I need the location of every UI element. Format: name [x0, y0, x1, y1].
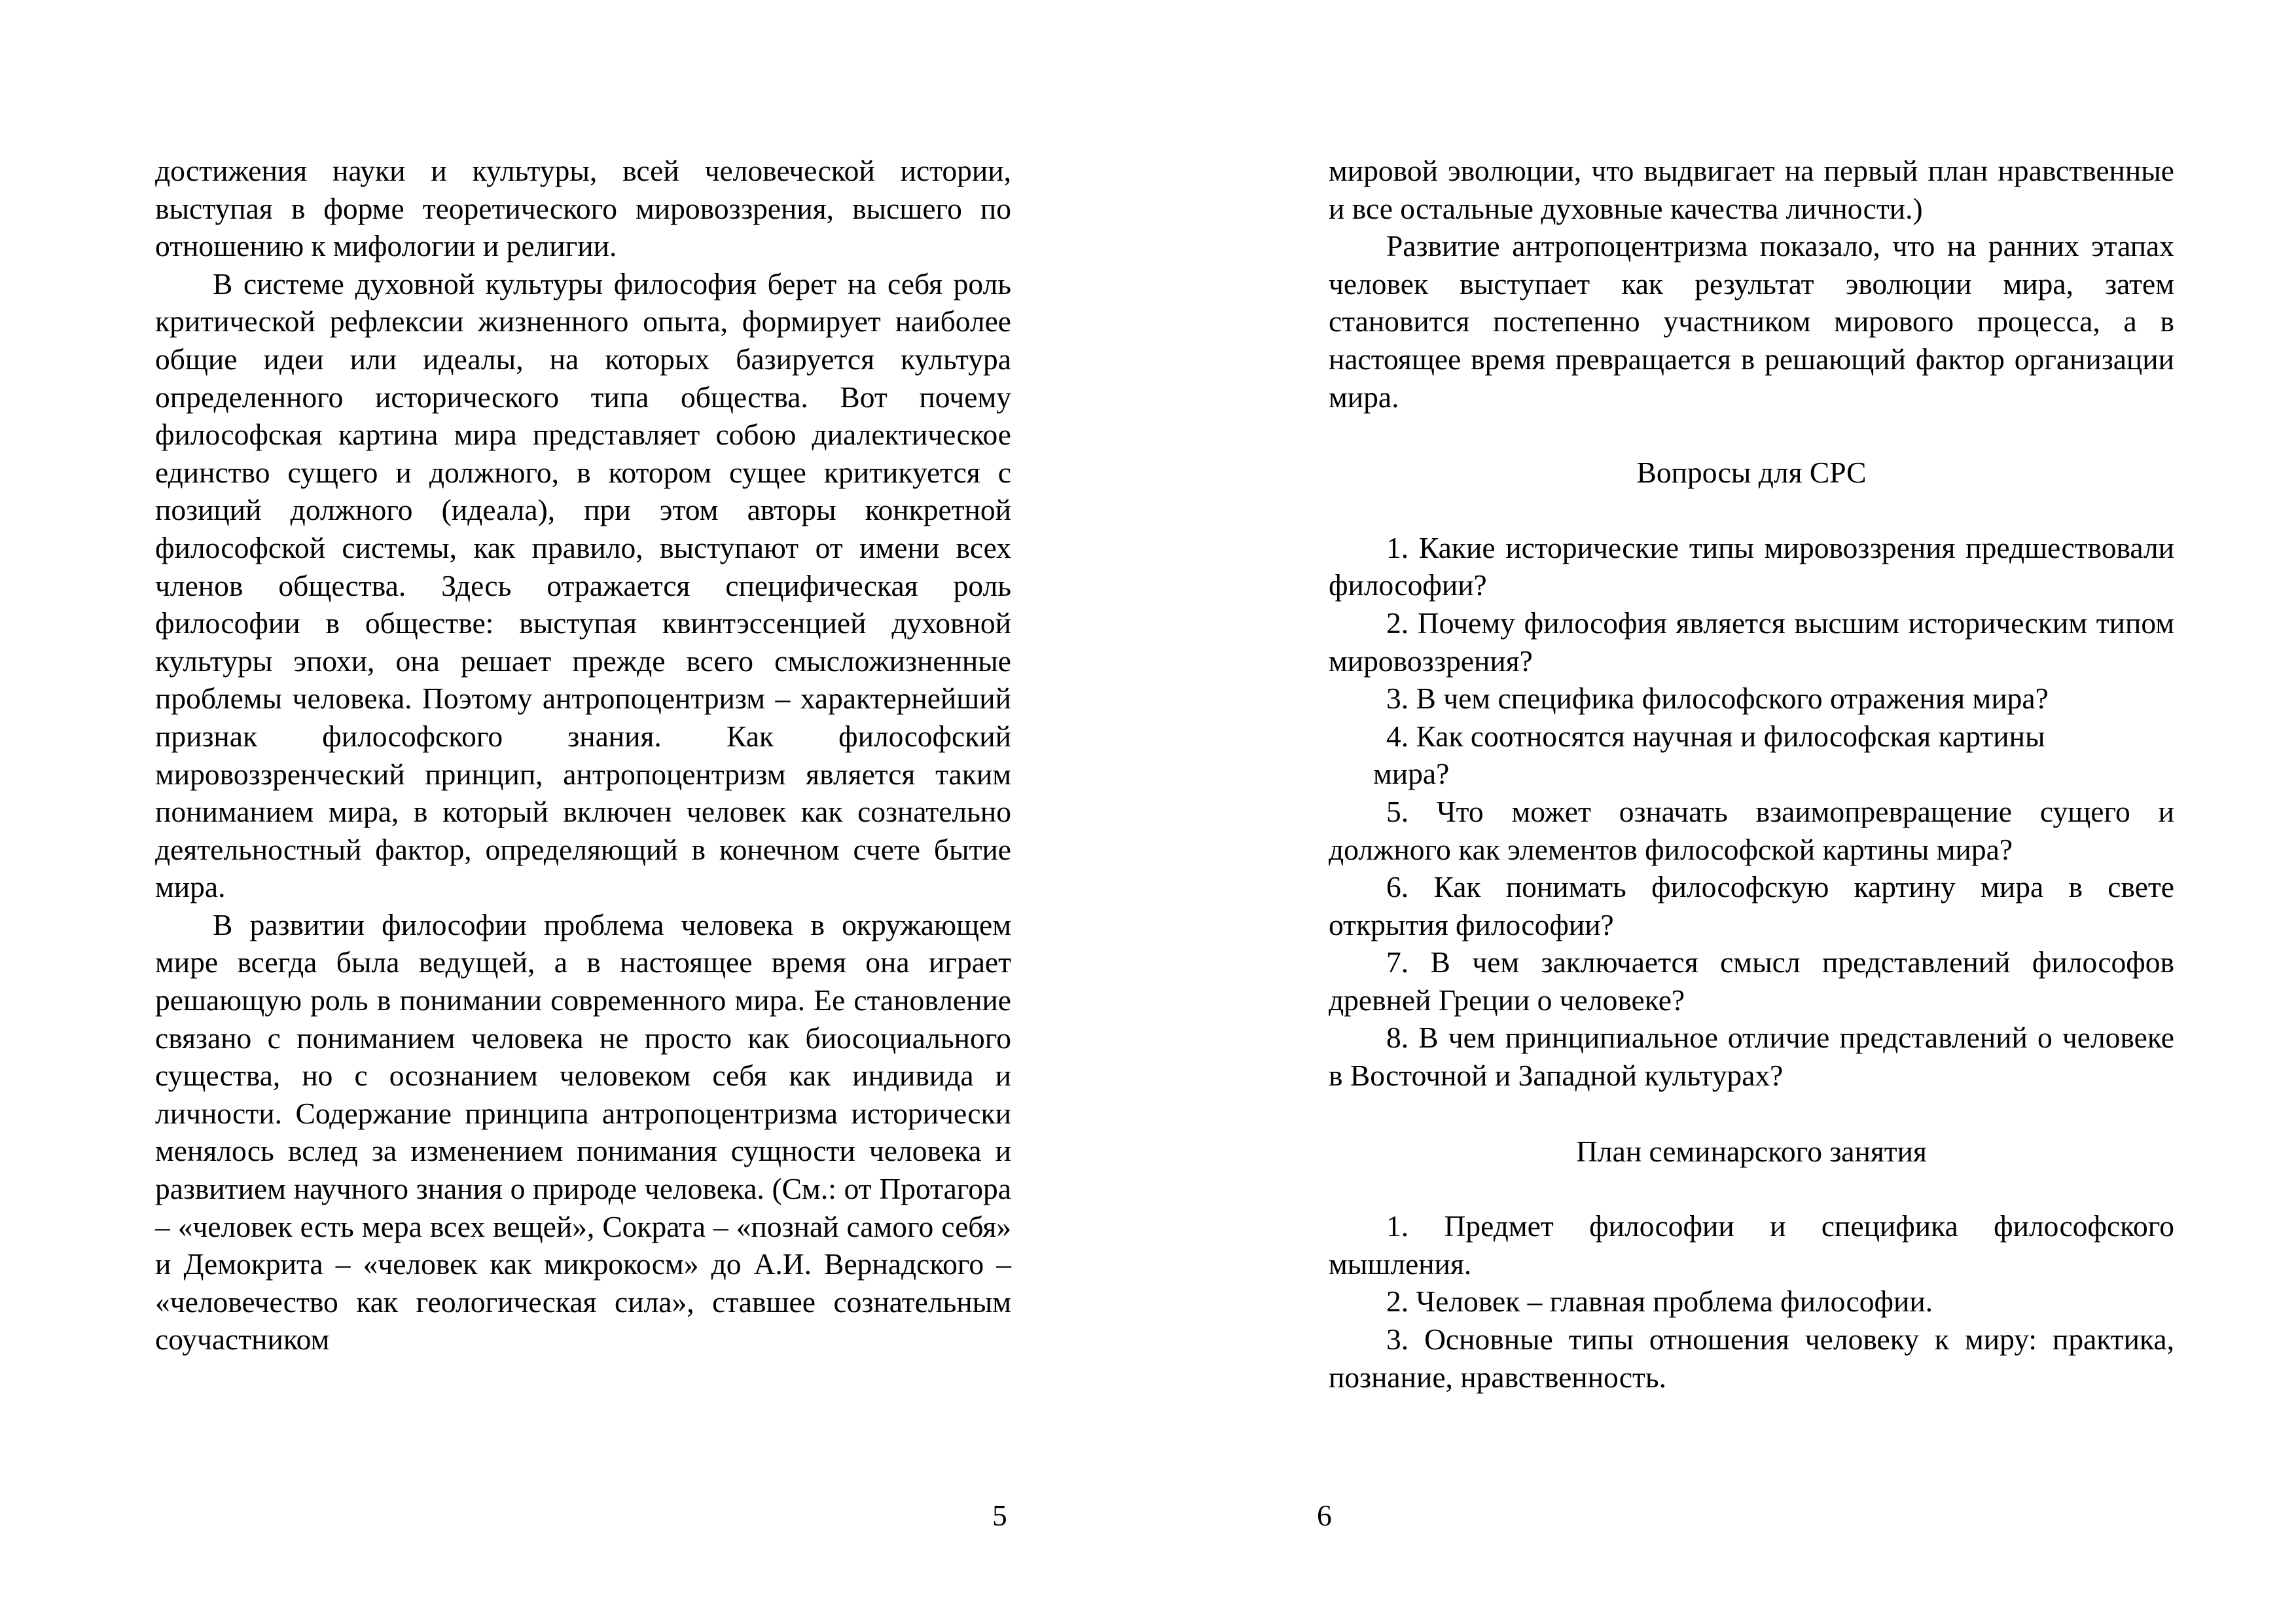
seminar-list	[1329, 1207, 2174, 1396]
question-item: 6. Как понимать философскую картину мира в свете открытия философии?	[1329, 870, 2174, 941]
question-item: 5. Что может означать взаимопревращение сущего и должного как элементов философской картины мира?	[1329, 794, 2174, 866]
questions-heading: Вопросы для СРС	[1636, 456, 1867, 490]
seminar-heading: План семинарского занятия	[1576, 1134, 1927, 1168]
questions-list	[1329, 529, 2174, 1095]
question-item: 7. В чем заключается смысл представлений философов древней Греции о человеке?	[1329, 945, 2174, 1017]
question-item: 2. Почему философия является высшим историческим типом мировоззрения?	[1329, 606, 2174, 678]
page-number-left: 5	[992, 1499, 1007, 1532]
question-item: 3. В чем специфика философского отражения мира?	[1386, 682, 2049, 716]
right-page	[1329, 152, 2174, 1396]
seminar-item: 1. Предмет философии и специфика философского мышления.	[1329, 1209, 2174, 1281]
paragraph: мировой эволюции, что выдвигает на первый план нравственные и все остальные духовные качества личности.)	[1329, 154, 2174, 225]
question-item: 8. В чем принципиальное отличие представлений о человеке в Восточной и Западной культурах?	[1329, 1021, 2174, 1093]
page-number-right: 6	[1317, 1499, 1332, 1532]
paragraph: Развитие антропоцентризма показало, что на ранних этапах человек выступает как результат эволюции мира, затем становится постепенно участником мирового процесса, а в настоящее время превращается в решающий фактор организации мира.	[1329, 229, 2174, 414]
left-page	[155, 152, 1011, 1359]
seminar-item: 3. Основные типы отношения человеку к миру: практика, познание, нравственность.	[1329, 1322, 2174, 1394]
question-item-continuation: мира?	[1373, 757, 1450, 791]
paragraph: В развитии философии проблема человека в окружающем мире всегда была ведущей, а в настоящее время она играет решающую роль в понимании современного мира. Ее становление связано с пониманием человека не просто как биосоциального существа, но с осознанием человеком себя как индивида и личности. Содержание принципа антропоцентризма исторически менялось вслед за изменением понимания сущности человека и развитием научного знания о природе человека. (См.: от Протагора – «человек есть мера всех вещей», Сократа – «познай самого себя» и Демокрита – «человек как микрокосм» до А.И. Вернадского – «человечество как геологическая сила», ставшее сознательным соучастником	[155, 907, 1011, 1357]
seminar-item: 2. Человек – главная проблема философии.	[1386, 1285, 1933, 1319]
paragraph: В системе духовной культуры философия берет на себя роль критической рефлексии жизненного опыта, формирует наиболее общие идеи или идеалы, на которых базируется культура определенного исторического типа общества. Вот почему философская картина мира представляет собою диалектическое единство сущего и должного, в котором сущее критикуется с позиций должного (идеала), при этом авторы конкретной философской системы, как правило, выступают от имени всех членов общества. Здесь отражается специфическая роль философии в обществе: выступая квинтэссенцией духовной культуры эпохи, она решает прежде всего смысложизненные проблемы человека. Поэтому антропоцентризм – характернейший признак философского знания. Как философский мировоззренческий принцип, антропоцентризм является таким пониманием мира, в который включен человек как сознательно деятельностный фактор, определяющий в конечном счете бытие мира.	[155, 266, 1011, 904]
question-item: 4. Как соотносятся научная и философская картины	[1386, 719, 2045, 753]
question-item: 1. Какие исторические типы мировоззрения предшествовали философии?	[1329, 530, 2174, 602]
paragraph: достижения науки и культуры, всей человеческой истории, выступая в форме теоретического мировоззрения, высшего по отношению к мифологии и религии.	[155, 154, 1011, 263]
